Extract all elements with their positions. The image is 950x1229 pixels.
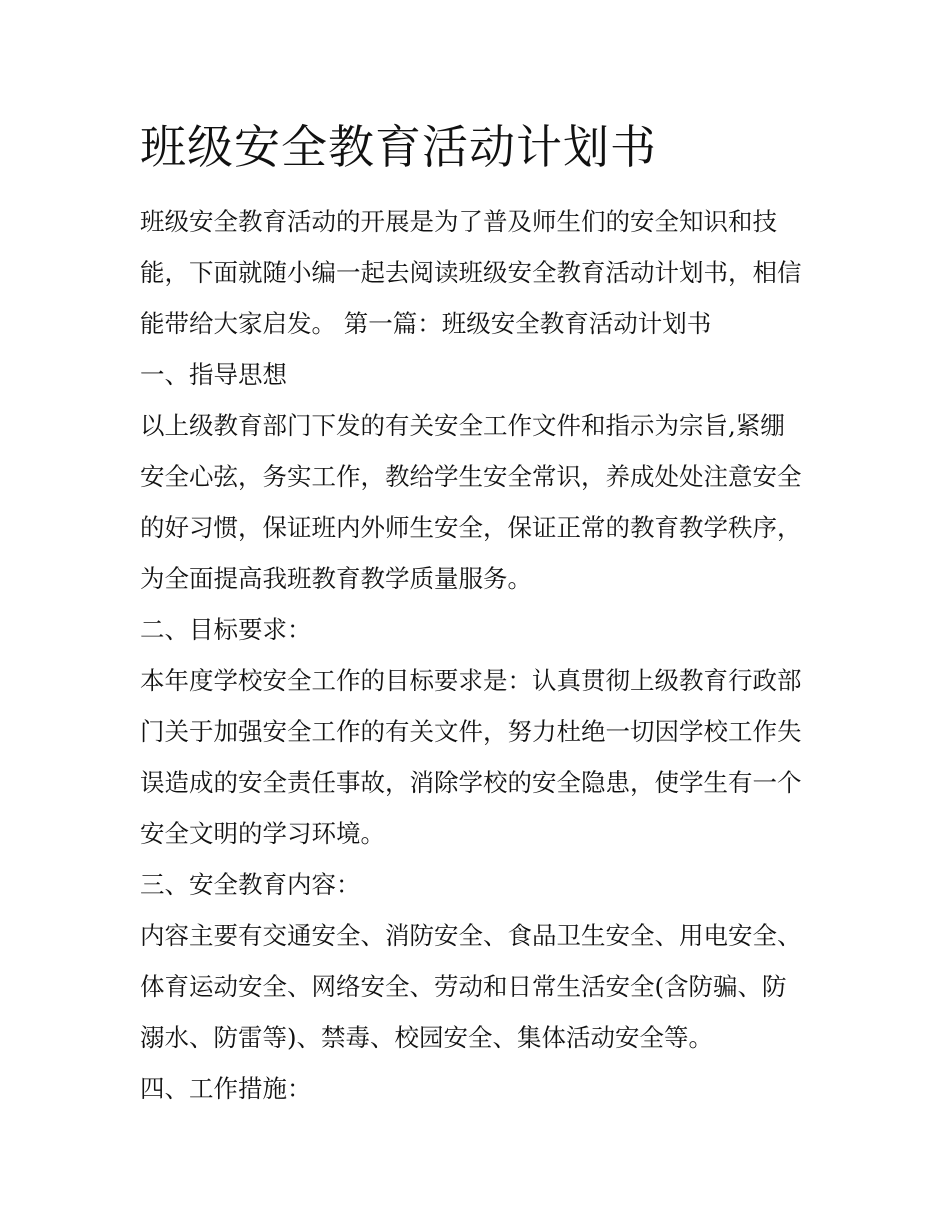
section-heading: 二、目标要求： bbox=[140, 615, 312, 644]
paragraph-line: 以上级教育部门下发的有关安全工作文件和指示为宗旨,紧绷 bbox=[140, 411, 785, 440]
paragraph-line: 溺水、防雷等)、禁毒、校园安全、集体活动安全等。 bbox=[140, 1023, 714, 1052]
paragraph-line: 的好习惯，保证班内外师生安全，保证正常的教育教学秩序， bbox=[140, 513, 802, 542]
paragraph-line: 误造成的安全责任事故，消除学校的安全隐患，使学生有一个 bbox=[140, 768, 802, 797]
section-heading: 三、安全教育内容： bbox=[140, 870, 361, 899]
document-title: 班级安全教育活动计划书 bbox=[140, 120, 657, 174]
paragraph-line: 安全文明的学习环境。 bbox=[140, 819, 385, 848]
document-body bbox=[140, 196, 840, 1114]
paragraph-line: 门关于加强安全工作的有关文件，努力杜绝一切因学校工作失 bbox=[140, 717, 802, 746]
paragraph-line: 为全面提高我班教育教学质量服务。 bbox=[140, 564, 532, 593]
paragraph-line: 体育运动安全、网络安全、劳动和日常生活安全(含防骗、防 bbox=[140, 972, 787, 1001]
section-heading: 一、指导思想 bbox=[140, 360, 287, 389]
paragraph-line: 安全心弦，务实工作，教给学生安全常识，养成处处注意安全 bbox=[140, 462, 802, 491]
paragraph-line: 本年度学校安全工作的目标要求是：认真贯彻上级教育行政部 bbox=[140, 666, 802, 695]
section-heading: 四、工作措施： bbox=[140, 1074, 312, 1103]
paragraph-line: 能带给大家启发。 第一篇：班级安全教育活动计划书 bbox=[140, 309, 712, 338]
paragraph-line: 班级安全教育活动的开展是为了普及师生们的安全知识和技 bbox=[140, 207, 777, 236]
paragraph-line: 内容主要有交通安全、消防安全、食品卫生安全、用电安全、 bbox=[140, 921, 802, 950]
paragraph-line: 能，下面就随小编一起去阅读班级安全教育活动计划书，相信 bbox=[140, 258, 802, 287]
